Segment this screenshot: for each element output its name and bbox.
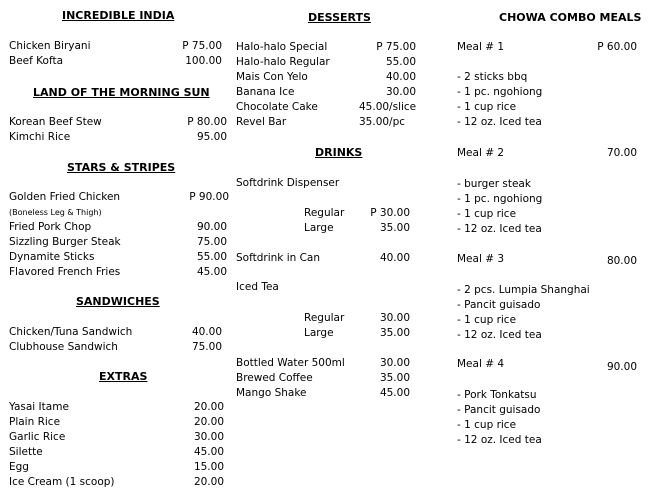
- combo-meal-item: - Pancit guisado: [457, 299, 541, 311]
- menu-item-name: Chicken Biryani: [9, 40, 91, 52]
- combo-meal-item: - burger steak: [457, 178, 531, 190]
- menu-item-name: Mais Con Yelo: [236, 71, 308, 83]
- menu-item-price: 75.00: [191, 341, 222, 353]
- menu-item-name: Beef Kofta: [9, 55, 64, 67]
- drink-size-price: 35.00: [379, 327, 410, 339]
- menu-item-name: Mango Shake: [236, 387, 307, 399]
- menu-item-name: Ice Cream (1 scoop): [9, 476, 115, 488]
- combo-meal-item: - 1 pc. ngohiong: [457, 193, 543, 205]
- menu-item-price: 35.00/pc: [359, 116, 406, 128]
- drink-size-price: P 30.00: [370, 207, 410, 219]
- drink-size-price: 30.00: [379, 312, 410, 324]
- combo-meal-price: 70.00: [606, 147, 637, 159]
- menu-item-price: 100.00: [185, 55, 222, 67]
- menu-item-name: Banana Ice: [236, 86, 295, 98]
- combo-meal-price: 80.00: [606, 255, 637, 267]
- menu-item-price: P 75.00: [376, 41, 416, 53]
- menu-item-name: Halo-halo Regular: [236, 56, 330, 68]
- menu-item-name: Fried Pork Chop: [9, 221, 92, 233]
- menu-item-name: Kimchi Rice: [9, 131, 71, 143]
- drink-size-name: Large: [304, 222, 334, 234]
- drink-size-name: Large: [304, 327, 334, 339]
- menu-item-price: 55.00: [196, 251, 227, 263]
- combo-meal-item: - 12 oz. Iced tea: [457, 329, 542, 341]
- section-title: LAND OF THE MORNING SUN: [33, 86, 210, 99]
- menu-item-price: 20.00: [193, 476, 224, 488]
- combo-meal-item: - 1 cup rice: [457, 101, 517, 113]
- menu-item-name: Plain Rice: [9, 416, 61, 428]
- combo-meal-price: 90.00: [606, 361, 637, 373]
- menu-item-price: P 90.00: [189, 191, 229, 203]
- menu-item-price: 45.00: [196, 266, 227, 278]
- combo-meal-name: Meal # 3: [457, 253, 505, 265]
- combo-meal-name: Meal # 1: [457, 41, 505, 53]
- combo-meal-item: - 1 pc. ngohiong: [457, 86, 543, 98]
- menu-item-price: 75.00: [196, 236, 227, 248]
- menu-item-name: Clubhouse Sandwich: [9, 341, 118, 353]
- menu-item-price: 40.00: [191, 326, 222, 338]
- combo-meal-name: Meal # 2: [457, 147, 505, 159]
- combo-meal-item: - Pancit guisado: [457, 404, 541, 416]
- menu-item-name: Golden Fried Chicken: [9, 191, 121, 203]
- combo-meal-item: - 12 oz. Iced tea: [457, 223, 542, 235]
- combo-meal-item: - 2 pcs. Lumpia Shanghai: [457, 284, 590, 296]
- menu-item-name: Softdrink in Can: [236, 252, 321, 264]
- combo-meal-item: - 2 sticks bbq: [457, 71, 528, 83]
- section-title: SANDWICHES: [76, 295, 160, 308]
- combo-meal-price: P 60.00: [597, 41, 637, 53]
- menu-item-name: Korean Beef Stew: [9, 116, 102, 128]
- menu-item-name: Revel Bar: [236, 116, 287, 128]
- menu-item-price: 20.00: [193, 416, 224, 428]
- menu-item-name: Bottled Water 500ml: [236, 357, 345, 369]
- menu-item-name: Dynamite Sticks: [9, 251, 95, 263]
- menu-item-price: 40.00: [379, 252, 410, 264]
- menu-item-name: Silette: [9, 446, 43, 458]
- menu-item-price: 90.00: [196, 221, 227, 233]
- menu-item-name: Egg: [9, 461, 29, 473]
- menu-item-price: 45.00: [379, 387, 410, 399]
- combo-meal-item: - 1 cup rice: [457, 419, 517, 431]
- menu-item-price: P 80.00: [187, 116, 227, 128]
- menu-item-price: 30.00: [385, 86, 416, 98]
- menu-item-name: Chicken/Tuna Sandwich: [9, 326, 133, 338]
- drink-size-name: Regular: [304, 207, 345, 219]
- menu-item-price: 95.00: [196, 131, 227, 143]
- menu-item-price: 45.00: [193, 446, 224, 458]
- menu-item-name: Garlic Rice: [9, 431, 66, 443]
- menu-item-price: P 75.00: [182, 40, 222, 52]
- section-title: CHOWA COMBO MEALS: [499, 11, 642, 24]
- combo-meal-item: - 12 oz. Iced tea: [457, 434, 542, 446]
- combo-meal-item: - 12 oz. Iced tea: [457, 116, 542, 128]
- drink-group-label: Softdrink Dispenser: [236, 177, 340, 189]
- combo-meal-name: Meal # 4: [457, 358, 505, 370]
- menu-item-price: 15.00: [193, 461, 224, 473]
- combo-meal-item: - 1 cup rice: [457, 208, 517, 220]
- menu-item-price: 45.00/slice: [359, 101, 417, 113]
- section-title: STARS & STRIPES: [67, 161, 176, 174]
- menu-item-price: 30.00: [193, 431, 224, 443]
- menu-item-name: Brewed Coffee: [236, 372, 313, 384]
- menu-item-name: Yasai Itame: [9, 401, 69, 413]
- menu-item-note: (Boneless Leg & Thigh): [9, 208, 102, 217]
- menu-item-price: 55.00: [385, 56, 416, 68]
- drink-group-label: Iced Tea: [236, 281, 279, 293]
- combo-meal-item: - 1 cup rice: [457, 314, 517, 326]
- drink-size-price: 35.00: [379, 222, 410, 234]
- section-title: EXTRAS: [99, 370, 148, 383]
- drink-size-name: Regular: [304, 312, 345, 324]
- menu-item-price: 20.00: [193, 401, 224, 413]
- menu-item-price: 35.00: [379, 372, 410, 384]
- section-title: INCREDIBLE INDIA: [62, 9, 175, 22]
- menu-item-name: Chocolate Cake: [236, 101, 318, 113]
- section-title: DESSERTS: [308, 11, 371, 24]
- menu-item-name: Sizzling Burger Steak: [9, 236, 121, 248]
- section-title: DRINKS: [315, 146, 363, 159]
- menu-item-name: Halo-halo Special: [236, 41, 328, 53]
- menu-item-price: 30.00: [379, 357, 410, 369]
- combo-meal-item: - Pork Tonkatsu: [457, 389, 537, 401]
- menu-item-name: Flavored French Fries: [9, 266, 121, 278]
- menu-item-price: 40.00: [385, 71, 416, 83]
